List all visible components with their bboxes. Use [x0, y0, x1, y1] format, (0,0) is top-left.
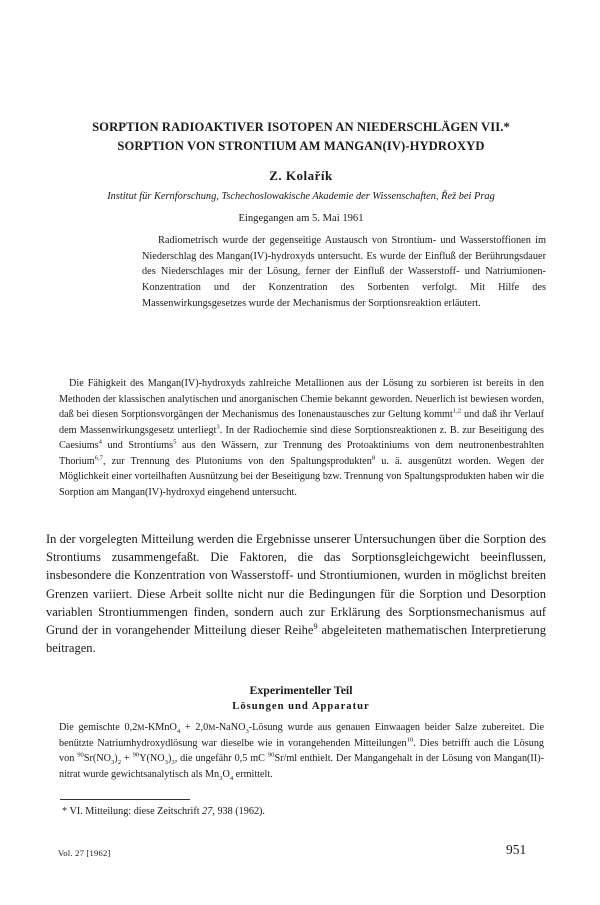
received-date: Eingegangen am 5. Mai 1961	[238, 213, 364, 224]
journal-volume: Vol. 27 [1962]	[58, 848, 111, 858]
ref-superscript: 9	[313, 621, 318, 631]
title-line-1: SORPTION RADIOAKTIVER ISOTOPEN AN NIEDERSCHLÄGEN VII.*	[92, 120, 510, 134]
ref-superscript: 10	[406, 736, 414, 744]
ref-superscript: 5	[173, 438, 177, 446]
article-title	[60, 118, 542, 156]
author-name: Z. Kolařík	[269, 168, 333, 183]
footnote: * VI. Mitteilung: diese Zeitschrift 27, 938 (1962).	[62, 806, 265, 817]
subsection-heading: Lösungen und Apparatur	[232, 701, 370, 712]
ref-superscript: 8	[371, 454, 376, 462]
title-line-2: SORPTION VON STRONTIUM AM MANGAN(IV)-HYDROXYD	[117, 139, 485, 153]
experimental-paragraph: Die gemischte 0,2M-KMnO$_4$ + 2,0M-NaNO$_3$-Lösung wurde aus genauen Einwaagen beider Salze zubereitet. Die benützte Natriumhydroxydlösung war dieselbe wie in vorangehenden Mitteilungen$^{10}$. Dies betrifft auch die Lösung von $^{90}Sr(NO_3)_2 + ^{90}Y(NO_3)_3$, die ungefähr 0,5 mC $^{90}$Sr/ml enthielt. Der Mangangehalt in der Lösung von Mangan(II)-nitrat wurde gewichtsanalytisch als $Mn_3O_4$ ermittelt.	[59, 722, 545, 782]
footnote-divider	[60, 799, 190, 800]
author-affiliation: Institut für Kernforschung, Tschechoslowakische Akademie der Wissenschaften, Řež bei Prag	[107, 191, 495, 202]
ref-superscript: 4	[98, 438, 102, 446]
ref-superscript: 3	[216, 423, 220, 431]
page-number: 951	[506, 842, 527, 857]
ref-superscript: 1,2	[452, 407, 462, 415]
intro-paragraph: Die Fähigkeit des Mangan(IV)-hydroxyds zahlreiche Metallionen aus der Lösung zu sorbieren ist bereits in den Methoden der klassischen analytischen und anorganischen Chemie bekannt geworden. Neuerlich ist bewiesen worden, daß bei diesen Sorptionsvorgängen der Mechanismus des Ionenaustausches zur Geltung kommt$^{1,2}$ und daß ihr Verlauf dem Massenwirkungsgesetz unterliegt$^3$. In der Radiochemie sind diese Sorptionsreaktionen z. B. zur Beseitigung des Caesiums$^4$ und Strontiums$^5$ aus den Wässern, zur Trennung des Protoaktiniums von dem neutronenbestrahlten Thorium$^{6,7}$, zur Trennung des Plutoniums von den Spaltungsprodukten$^8$ u. ä. ausgenützt worden. Wegen der Möglichkeit einer vorteilhaften Ausnützung bei der Beseitigung bzw. Trennung von Spaltungsprodukten haben wir die Sorption am Mangan(IV)-hydroxyd eingehend untersucht.	[59, 378, 545, 498]
section-heading: Experimenteller Teil	[249, 683, 353, 697]
abstract: Radiometrisch wurde der gegenseitige Austausch von Strontium- und Wasserstoffionen im Niederschlag des Mangan(IV)-hydroxyds untersucht. Es wurde der Einfluß der Berührungsdauer des Niederschlages mir der Lösung, ferner der Einfluß der Wasserstoff- und Natriumionen-Konzentration und der Konzentration des Sorbenten verfolgt. Mit Hilfe des Massenwirkungsgesetzes wurde der Mechanismus der Sorptionsreaktion erläutert.	[142, 235, 546, 309]
main-paragraph: In der vorgelegten Mitteilung werden die Ergebnisse unserer Untersuchungen über die Sorption des Strontiums zusammengefaßt. Die Faktoren, die das Sorptionsgleichgewicht beeinflussen, insbesondere die Konzentration von Wasserstoff- und Strontiumionen, wurden in möglichst breiten Grenzen variiert. Diese Arbeit sollte nicht nur die Bedingungen für die Sorption und Desorption variablen Strontiummengen finden, sondern auch zur Erklärung des Sorptionsmechanismus auf Grund der in vorangehender Mitteilung dieser Reihe$^9$ abgeleiteten mathematischen Interpretierung beitragen.	[46, 532, 546, 656]
ref-superscript: 6,7	[94, 454, 103, 462]
